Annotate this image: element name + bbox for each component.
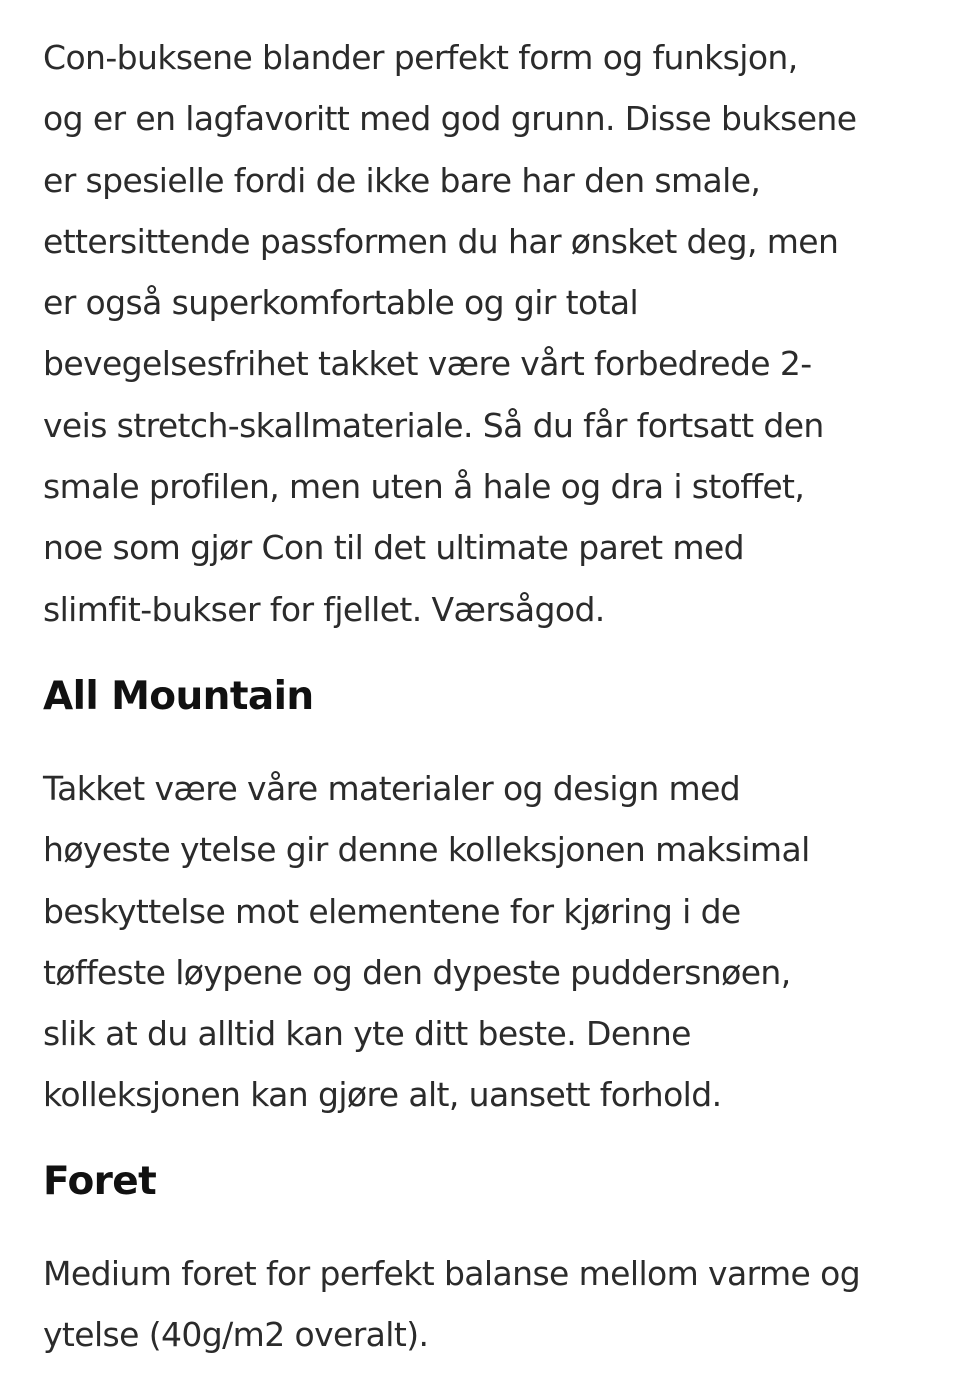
section-heading-all-mountain: All Mountain	[43, 674, 314, 719]
paragraph-line: er også superkomfortable og gir total	[43, 283, 639, 323]
paragraph-line: Takket være våre materialer og design med	[43, 769, 741, 808]
paragraph-line: noe som gjør Con til det ultimate paret med	[43, 528, 744, 568]
foret-paragraph	[43, 1243, 860, 1366]
paragraph-line: ettersittende passformen du har ønsket deg, men	[43, 221, 839, 261]
paragraph-line: Medium foret for perfekt balanse mellom varme og	[43, 1254, 861, 1293]
paragraph-line: beskyttelse mot elementene for kjøring i de	[43, 891, 741, 931]
paragraph-line: bevegelsesfrihet takket være vårt forbedrede 2-	[43, 344, 812, 384]
paragraph-line: Con-buksene blander perfekt form og funksjon,	[43, 38, 798, 77]
intro-paragraph	[43, 27, 856, 640]
paragraph-line: veis stretch-skallmateriale. Så du får fortsatt den	[43, 405, 824, 445]
paragraph-line: er spesielle fordi de ikke bare har den smale,	[43, 160, 761, 200]
paragraph-line: slimfit-bukser for fjellet. Værsågod.	[43, 589, 605, 629]
paragraph-line: kolleksjonen kan gjøre alt, uansett forhold.	[43, 1075, 722, 1115]
paragraph-line: ytelse (40g/m2 overalt).	[43, 1315, 429, 1355]
paragraph-line: og er en lagfavoritt med god grunn. Disse buksene	[43, 99, 857, 139]
section-heading-foret: Foret	[43, 1159, 157, 1204]
paragraph-line: smale profilen, men uten å hale og dra i stoffet,	[43, 467, 805, 507]
paragraph-line: slik at du alltid kan yte ditt beste. Denne	[43, 1014, 691, 1054]
all-mountain-paragraph	[43, 758, 810, 1126]
paragraph-line: tøffeste løypene og den dypeste puddersnøen,	[43, 952, 791, 992]
paragraph-line: høyeste ytelse gir denne kolleksjonen maksimal	[43, 830, 810, 870]
